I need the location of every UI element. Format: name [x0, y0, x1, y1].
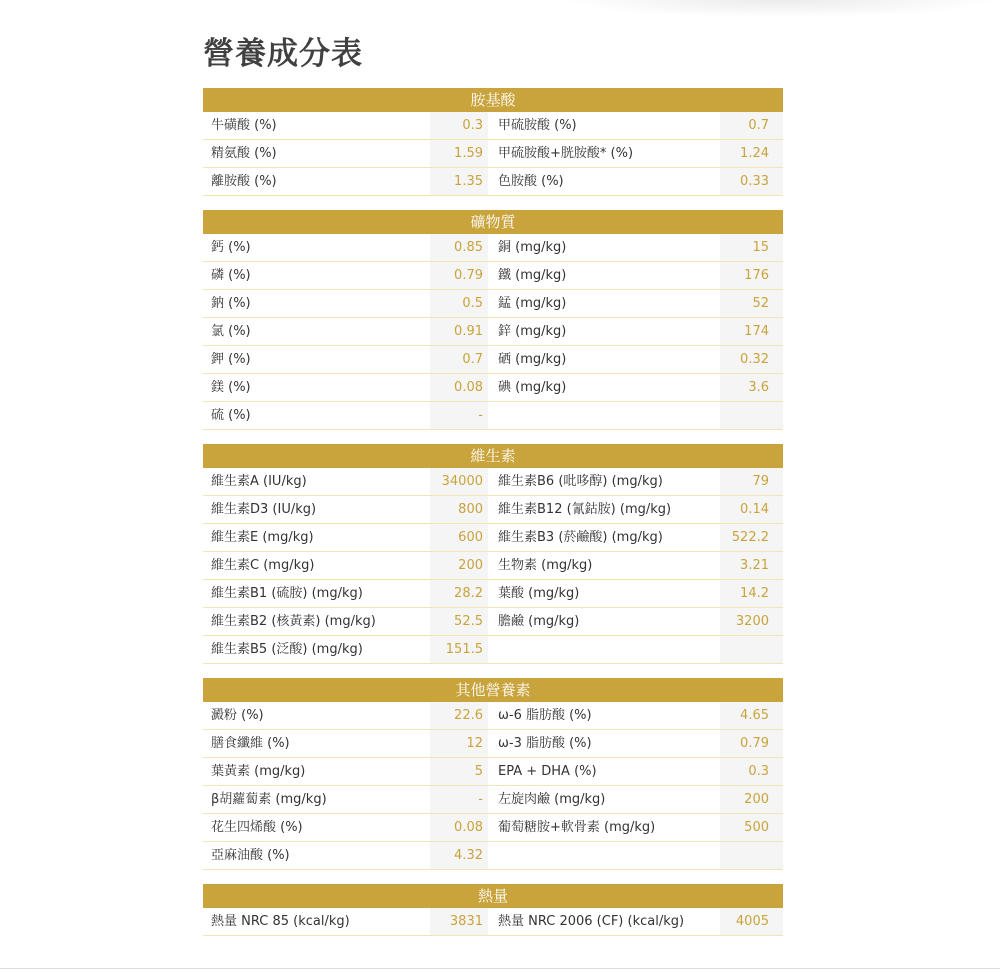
table-row — [203, 140, 783, 168]
nutrient-name-right: 錳 (mg/kg) — [498, 296, 567, 311]
nutrition-section — [203, 884, 783, 936]
nutrient-value-left: 200 — [430, 552, 488, 579]
nutrient-name-left: 鈉 (%) — [211, 296, 251, 311]
nutrient-name-left: 離胺酸 (%) — [211, 174, 277, 189]
nutrient-name-right: 左旋肉鹼 (mg/kg) — [498, 792, 606, 807]
nutrient-value-right: 0.79 — [720, 730, 783, 757]
table-row — [203, 112, 783, 140]
nutrient-name-left: 維生素C (mg/kg) — [211, 558, 315, 573]
table-row — [203, 786, 783, 814]
nutrient-name-left: 維生素B5 (泛酸) (mg/kg) — [211, 642, 363, 657]
table-row — [203, 580, 783, 608]
bottom-divider — [0, 968, 1000, 969]
nutrient-value-left: 28.2 — [430, 580, 488, 607]
table-row — [203, 552, 783, 580]
nutrient-name-left: 鎂 (%) — [211, 380, 251, 395]
nutrient-value-right: 174 — [720, 318, 783, 345]
nutrition-section — [203, 678, 783, 870]
nutrient-name-left: 澱粉 (%) — [211, 708, 264, 723]
nutrient-name-right — [493, 402, 720, 429]
nutrient-name-right: 甲硫胺酸+胱胺酸* (%) — [498, 146, 634, 161]
section-header: 胺基酸 — [203, 88, 783, 112]
top-shadow — [560, 0, 1000, 18]
nutrient-name-left: 牛磺酸 (%) — [211, 118, 277, 133]
nutrient-name-left: 維生素B2 (核黃素) (mg/kg) — [211, 614, 376, 629]
table-row — [203, 814, 783, 842]
nutrient-value-right: 176 — [720, 262, 783, 289]
nutrient-name-left: 花生四烯酸 (%) — [211, 820, 303, 835]
nutrient-name-right: 葡萄糖胺+軟骨素 (mg/kg) — [498, 820, 656, 835]
nutrient-value-left: 34000 — [430, 468, 488, 495]
nutrient-name-right: 熱量 NRC 2006 (CF) (kcal/kg) — [498, 914, 685, 929]
nutrient-value-left: 1.59 — [430, 140, 488, 167]
nutrient-name-right: 鋅 (mg/kg) — [498, 324, 567, 339]
nutrient-name-left: 熱量 NRC 85 (kcal/kg) — [211, 914, 350, 929]
nutrient-name-left: 維生素D3 (IU/kg) — [211, 502, 317, 517]
table-row — [203, 842, 783, 870]
nutrient-value-left: 0.7 — [430, 346, 488, 373]
nutrient-value-right: 1.24 — [720, 140, 783, 167]
table-row — [203, 290, 783, 318]
nutrient-value-right — [720, 402, 783, 429]
nutrient-value-left: 1.35 — [430, 168, 488, 195]
nutrient-value-right — [720, 842, 783, 869]
nutrient-value-right: 3.21 — [720, 552, 783, 579]
table-row — [203, 402, 783, 430]
nutrient-value-right: 500 — [720, 814, 783, 841]
table-row — [203, 234, 783, 262]
nutrient-name-left: β胡蘿蔔素 (mg/kg) — [211, 792, 327, 807]
nutrient-value-left: 22.6 — [430, 702, 488, 729]
nutrient-name-right: 維生素B12 (氰鈷胺) (mg/kg) — [498, 502, 672, 517]
nutrient-name-right — [493, 636, 720, 663]
page-title: 營養成分表 — [203, 36, 363, 72]
nutrient-value-left: 800 — [430, 496, 488, 523]
section-header: 其他營養素 — [203, 678, 783, 702]
table-row — [203, 468, 783, 496]
nutrient-name-left: 膳食纖維 (%) — [211, 736, 290, 751]
nutrient-value-left: 0.5 — [430, 290, 488, 317]
nutrient-value-left: 151.5 — [430, 636, 488, 663]
nutrient-name-right: 鐵 (mg/kg) — [498, 268, 567, 283]
nutrient-value-left: - — [430, 402, 488, 429]
nutrition-section — [203, 88, 783, 196]
nutrient-name-right: ω-6 脂肪酸 (%) — [498, 708, 592, 723]
nutrient-value-left: 3831 — [430, 908, 488, 935]
table-row — [203, 168, 783, 196]
nutrition-section — [203, 444, 783, 664]
nutrient-value-right: 522.2 — [720, 524, 783, 551]
nutrient-name-left: 維生素E (mg/kg) — [211, 530, 314, 545]
nutrient-name-right: 維生素B6 (吡哆醇) (mg/kg) — [498, 474, 663, 489]
nutrient-value-right: 3.6 — [720, 374, 783, 401]
nutrient-name-right: 硒 (mg/kg) — [498, 352, 567, 367]
nutrient-name-left: 氯 (%) — [211, 324, 251, 339]
table-row — [203, 636, 783, 664]
nutrient-value-right: 3200 — [720, 608, 783, 635]
table-row — [203, 262, 783, 290]
section-header: 礦物質 — [203, 210, 783, 234]
table-row — [203, 758, 783, 786]
nutrient-name-left: 硫 (%) — [211, 408, 251, 423]
nutrient-name-right: 碘 (mg/kg) — [498, 380, 567, 395]
nutrient-name-right: 生物素 (mg/kg) — [498, 558, 593, 573]
nutrient-value-left: 600 — [430, 524, 488, 551]
nutrient-name-left: 精氨酸 (%) — [211, 146, 277, 161]
nutrient-value-left: 5 — [430, 758, 488, 785]
nutrient-value-left: 0.3 — [430, 112, 488, 139]
nutrient-value-right: 0.33 — [720, 168, 783, 195]
nutrient-value-right: 0.14 — [720, 496, 783, 523]
nutrient-name-left: 鈣 (%) — [211, 240, 251, 255]
nutrient-value-right: 52 — [720, 290, 783, 317]
nutrient-value-right: 0.32 — [720, 346, 783, 373]
section-header: 維生素 — [203, 444, 783, 468]
nutrient-value-right: 14.2 — [720, 580, 783, 607]
nutrient-value-left: 0.08 — [430, 814, 488, 841]
nutrient-value-left: 0.85 — [430, 234, 488, 261]
nutrient-value-right: 79 — [720, 468, 783, 495]
table-row — [203, 496, 783, 524]
nutrient-name-right: 膽鹼 (mg/kg) — [498, 614, 580, 629]
nutrition-section — [203, 210, 783, 430]
nutrient-value-left: 4.32 — [430, 842, 488, 869]
nutrient-name-right: 維生素B3 (菸鹼酸) (mg/kg) — [498, 530, 663, 545]
nutrient-name-left: 鉀 (%) — [211, 352, 251, 367]
table-row — [203, 524, 783, 552]
nutrient-value-left: 0.79 — [430, 262, 488, 289]
table-row — [203, 908, 783, 936]
nutrient-value-right: 0.7 — [720, 112, 783, 139]
table-row — [203, 608, 783, 636]
nutrient-name-right: 甲硫胺酸 (%) — [498, 118, 577, 133]
nutrient-value-left: 52.5 — [430, 608, 488, 635]
nutrient-value-left: 0.91 — [430, 318, 488, 345]
nutrient-value-right: 4005 — [720, 908, 783, 935]
nutrient-value-right — [720, 636, 783, 663]
nutrient-value-right: 0.3 — [720, 758, 783, 785]
nutrient-name-left: 葉黃素 (mg/kg) — [211, 764, 306, 779]
table-row — [203, 730, 783, 758]
table-row — [203, 702, 783, 730]
nutrient-value-left: 12 — [430, 730, 488, 757]
nutrient-value-right: 200 — [720, 786, 783, 813]
table-row — [203, 374, 783, 402]
nutrient-name-right: ω-3 脂肪酸 (%) — [498, 736, 592, 751]
nutrient-name-right: 葉酸 (mg/kg) — [498, 586, 580, 601]
nutrient-value-right: 15 — [720, 234, 783, 261]
nutrient-name-left: 亞麻油酸 (%) — [211, 848, 290, 863]
nutrient-value-right: 4.65 — [720, 702, 783, 729]
nutrient-name-right: EPA + DHA (%) — [498, 764, 597, 779]
nutrient-name-left: 維生素B1 (硫胺) (mg/kg) — [211, 586, 363, 601]
section-header: 熱量 — [203, 884, 783, 908]
nutrient-name-right: 銅 (mg/kg) — [498, 240, 567, 255]
nutrient-name-left: 磷 (%) — [211, 268, 251, 283]
nutrient-name-right: 色胺酸 (%) — [498, 174, 564, 189]
table-row — [203, 318, 783, 346]
nutrient-name-right — [493, 842, 720, 869]
nutrient-value-left: 0.08 — [430, 374, 488, 401]
nutrition-tables — [203, 88, 783, 950]
table-row — [203, 346, 783, 374]
nutrient-name-left: 維生素A (IU/kg) — [211, 474, 307, 489]
nutrient-value-left: - — [430, 786, 488, 813]
